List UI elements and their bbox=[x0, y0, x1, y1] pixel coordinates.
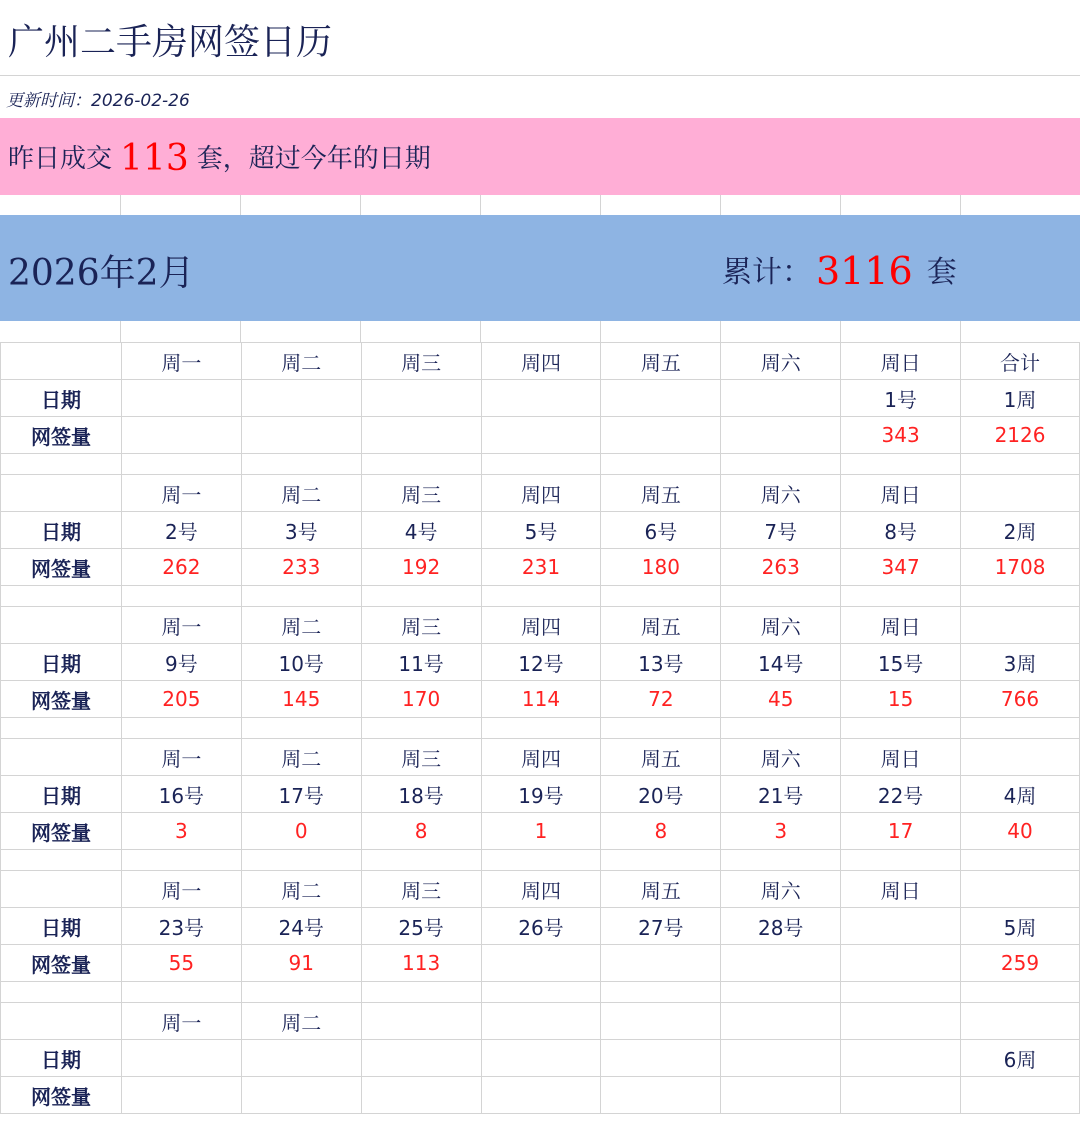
spacer-cell bbox=[721, 586, 841, 607]
sign-count-row bbox=[1, 945, 1080, 982]
sign-count-cell[interactable] bbox=[121, 1077, 241, 1114]
weekday-header: 周四 bbox=[481, 343, 601, 380]
spacer-row bbox=[1, 454, 1080, 475]
sign-row-label: 网签量 bbox=[1, 945, 122, 982]
spacer-cell bbox=[601, 718, 721, 739]
date-row bbox=[1, 512, 1080, 549]
date-cell[interactable] bbox=[481, 1040, 601, 1077]
week-total: 259 bbox=[961, 945, 1080, 982]
weekday-header: 周一 bbox=[121, 343, 241, 380]
sign-count-cell[interactable] bbox=[121, 417, 241, 454]
sign-count-cell[interactable]: 343 bbox=[841, 417, 961, 454]
weekday-header: 周五 bbox=[601, 343, 721, 380]
sign-count-cell[interactable]: 145 bbox=[241, 681, 361, 718]
spacer-cell bbox=[1, 982, 122, 1003]
spacer-cell bbox=[841, 982, 961, 1003]
weekday-header: 周二 bbox=[241, 343, 361, 380]
sign-count-cell[interactable]: 8 bbox=[361, 813, 481, 850]
sign-count-cell[interactable] bbox=[481, 945, 601, 982]
corner-cell bbox=[1, 1003, 122, 1040]
date-row-label: 日期 bbox=[1, 908, 122, 945]
weekday-header: 周六 bbox=[721, 607, 841, 644]
spacer-cell bbox=[121, 850, 241, 871]
weekday-header: 周一 bbox=[121, 1003, 241, 1040]
weekday-header-row bbox=[1, 871, 1080, 908]
weekday-header: 周二 bbox=[241, 607, 361, 644]
date-cell[interactable] bbox=[841, 1040, 961, 1077]
spacer-cell bbox=[481, 454, 601, 475]
date-cell[interactable]: 21号 bbox=[721, 776, 841, 813]
date-cell[interactable] bbox=[361, 380, 481, 417]
sum-header bbox=[961, 739, 1080, 776]
weekday-header: 周二 bbox=[241, 1003, 361, 1040]
spacer-cell bbox=[241, 454, 361, 475]
spacer-cell bbox=[961, 982, 1080, 1003]
week-label: 3周 bbox=[961, 644, 1080, 681]
weekday-header: 周六 bbox=[721, 871, 841, 908]
spacer-cell bbox=[121, 982, 241, 1003]
title-row bbox=[0, 0, 1080, 76]
sign-count-row bbox=[1, 549, 1080, 586]
total-label: 累计： bbox=[722, 255, 812, 290]
spacer-cell bbox=[121, 454, 241, 475]
spacer-cell bbox=[361, 454, 481, 475]
sign-count-row bbox=[1, 813, 1080, 850]
spacer-cell bbox=[121, 718, 241, 739]
weekday-header: 周三 bbox=[361, 475, 481, 512]
spacer-cell bbox=[721, 718, 841, 739]
weekday-header: 周一 bbox=[121, 475, 241, 512]
date-cell[interactable]: 19号 bbox=[481, 776, 601, 813]
date-cell[interactable] bbox=[121, 1040, 241, 1077]
sign-count-cell[interactable]: 0 bbox=[241, 813, 361, 850]
sign-count-cell[interactable]: 91 bbox=[241, 945, 361, 982]
weekday-header: 周二 bbox=[241, 475, 361, 512]
spacer-cell bbox=[241, 718, 361, 739]
sign-count-cell[interactable]: 8 bbox=[601, 813, 721, 850]
spacer-cell bbox=[721, 982, 841, 1003]
date-cell[interactable] bbox=[721, 1040, 841, 1077]
date-cell[interactable] bbox=[241, 380, 361, 417]
weekday-header: 周四 bbox=[481, 871, 601, 908]
sign-count-cell[interactable]: 114 bbox=[481, 681, 601, 718]
spacer-cell bbox=[961, 850, 1080, 871]
weekday-header: 周四 bbox=[481, 475, 601, 512]
date-cell[interactable] bbox=[121, 380, 241, 417]
sign-count-cell[interactable] bbox=[601, 945, 721, 982]
grid-line bbox=[0, 195, 961, 215]
weekday-header: 周日 bbox=[841, 475, 961, 512]
sign-count-cell[interactable]: 1 bbox=[481, 813, 601, 850]
sum-header: 合计 bbox=[961, 343, 1080, 380]
date-row-label: 日期 bbox=[1, 512, 122, 549]
weekday-header: 周日 bbox=[841, 739, 961, 776]
date-cell[interactable]: 17号 bbox=[241, 776, 361, 813]
weekday-header bbox=[841, 1003, 961, 1040]
sum-header bbox=[961, 607, 1080, 644]
date-cell[interactable]: 23号 bbox=[121, 908, 241, 945]
spacer-row bbox=[1, 982, 1080, 1003]
sign-count-cell[interactable]: 262 bbox=[121, 549, 241, 586]
date-cell[interactable]: 10号 bbox=[241, 644, 361, 681]
weekday-header: 周五 bbox=[601, 739, 721, 776]
sign-count-cell[interactable] bbox=[361, 417, 481, 454]
month-banner bbox=[0, 215, 1080, 321]
date-cell[interactable]: 22号 bbox=[841, 776, 961, 813]
corner-cell bbox=[1, 739, 122, 776]
update-time: 更新时间：2026-02-26 bbox=[6, 91, 190, 111]
spacer-cell bbox=[601, 982, 721, 1003]
date-row bbox=[1, 380, 1080, 417]
spacer-cell bbox=[841, 718, 961, 739]
week-total: 766 bbox=[961, 681, 1080, 718]
date-cell[interactable]: 18号 bbox=[361, 776, 481, 813]
weekday-header: 周一 bbox=[121, 739, 241, 776]
sign-count-cell[interactable]: 3 bbox=[121, 813, 241, 850]
date-cell[interactable] bbox=[721, 380, 841, 417]
spacer-cell bbox=[841, 586, 961, 607]
weekday-header: 周五 bbox=[601, 871, 721, 908]
weekday-header: 周五 bbox=[601, 475, 721, 512]
spacer-cell bbox=[361, 718, 481, 739]
weekday-header: 周三 bbox=[361, 739, 481, 776]
date-cell[interactable]: 12号 bbox=[481, 644, 601, 681]
date-cell[interactable]: 3号 bbox=[241, 512, 361, 549]
spacer-cell bbox=[961, 718, 1080, 739]
weekday-header-row bbox=[1, 1003, 1080, 1040]
spacer-row bbox=[0, 195, 1080, 215]
date-cell[interactable]: 13号 bbox=[601, 644, 721, 681]
sign-count-cell[interactable] bbox=[721, 1077, 841, 1114]
date-cell[interactable] bbox=[601, 1040, 721, 1077]
spacer-cell bbox=[1, 454, 122, 475]
week-label: 6周 bbox=[961, 1040, 1080, 1077]
weekday-header-row bbox=[1, 739, 1080, 776]
corner-cell bbox=[1, 871, 122, 908]
spacer-cell bbox=[1, 586, 122, 607]
calendar-table bbox=[0, 342, 1080, 1114]
date-cell[interactable]: 6号 bbox=[601, 512, 721, 549]
sign-count-cell[interactable] bbox=[721, 417, 841, 454]
date-cell[interactable]: 11号 bbox=[361, 644, 481, 681]
week-total: 1708 bbox=[961, 549, 1080, 586]
sign-count-cell[interactable] bbox=[481, 417, 601, 454]
corner-cell bbox=[1, 475, 122, 512]
date-row bbox=[1, 644, 1080, 681]
spacer-cell bbox=[841, 850, 961, 871]
date-row bbox=[1, 1040, 1080, 1077]
sign-count-row bbox=[1, 681, 1080, 718]
date-cell[interactable] bbox=[841, 908, 961, 945]
spacer-cell bbox=[481, 850, 601, 871]
sign-count-cell[interactable] bbox=[481, 1077, 601, 1114]
weekday-header: 周二 bbox=[241, 739, 361, 776]
weekday-header: 周二 bbox=[241, 871, 361, 908]
sign-count-cell[interactable]: 347 bbox=[841, 549, 961, 586]
date-row-label: 日期 bbox=[1, 776, 122, 813]
spacer-cell bbox=[961, 586, 1080, 607]
corner-cell bbox=[1, 607, 122, 644]
sign-count-cell[interactable] bbox=[361, 1077, 481, 1114]
sign-count-cell[interactable]: 72 bbox=[601, 681, 721, 718]
sign-count-cell[interactable]: 205 bbox=[121, 681, 241, 718]
weekday-header: 周六 bbox=[721, 475, 841, 512]
weekday-header: 周一 bbox=[121, 871, 241, 908]
spacer-cell bbox=[841, 454, 961, 475]
weekday-header: 周三 bbox=[361, 343, 481, 380]
weekday-header: 周三 bbox=[361, 871, 481, 908]
weekday-header bbox=[481, 1003, 601, 1040]
cumulative-total bbox=[722, 247, 957, 293]
spacer-cell bbox=[601, 850, 721, 871]
week-label: 5周 bbox=[961, 908, 1080, 945]
sign-count-cell[interactable]: 180 bbox=[601, 549, 721, 586]
yesterday-prefix: 昨日成交 bbox=[8, 144, 113, 174]
date-cell[interactable]: 24号 bbox=[241, 908, 361, 945]
month-title: 2026年2月 bbox=[8, 253, 195, 294]
sign-count-row bbox=[1, 417, 1080, 454]
spacer-cell bbox=[481, 586, 601, 607]
week-label: 4周 bbox=[961, 776, 1080, 813]
yesterday-banner bbox=[0, 118, 1080, 195]
date-row-label: 日期 bbox=[1, 380, 122, 417]
sign-count-cell[interactable] bbox=[841, 945, 961, 982]
spacer-cell bbox=[361, 850, 481, 871]
spacer-cell bbox=[481, 718, 601, 739]
date-cell[interactable]: 28号 bbox=[721, 908, 841, 945]
sign-count-cell[interactable] bbox=[241, 1077, 361, 1114]
date-row-label: 日期 bbox=[1, 644, 122, 681]
sign-count-cell[interactable]: 55 bbox=[121, 945, 241, 982]
spacer-cell bbox=[481, 982, 601, 1003]
weekday-header: 周日 bbox=[841, 607, 961, 644]
weekday-header: 周四 bbox=[481, 739, 601, 776]
date-cell[interactable]: 16号 bbox=[121, 776, 241, 813]
spacer-cell bbox=[721, 850, 841, 871]
date-cell[interactable]: 27号 bbox=[601, 908, 721, 945]
spacer-row bbox=[0, 321, 1080, 342]
spacer-cell bbox=[361, 982, 481, 1003]
date-cell[interactable]: 9号 bbox=[121, 644, 241, 681]
total-unit: 套 bbox=[926, 255, 957, 290]
date-cell[interactable] bbox=[241, 1040, 361, 1077]
weekday-header bbox=[601, 1003, 721, 1040]
week-label: 1周 bbox=[961, 380, 1080, 417]
date-cell[interactable]: 15号 bbox=[841, 644, 961, 681]
date-cell[interactable]: 4号 bbox=[361, 512, 481, 549]
sign-row-label: 网签量 bbox=[1, 813, 122, 850]
week-total: 40 bbox=[961, 813, 1080, 850]
date-cell[interactable] bbox=[361, 1040, 481, 1077]
weekday-header: 周三 bbox=[361, 607, 481, 644]
spacer-row bbox=[1, 850, 1080, 871]
week-total bbox=[961, 1077, 1080, 1114]
sign-count-cell[interactable] bbox=[841, 1077, 961, 1114]
weekday-header: 周四 bbox=[481, 607, 601, 644]
sign-count-cell[interactable] bbox=[601, 417, 721, 454]
weekday-header: 周一 bbox=[121, 607, 241, 644]
sign-count-cell[interactable]: 263 bbox=[721, 549, 841, 586]
spacer-cell bbox=[601, 586, 721, 607]
date-cell[interactable]: 8号 bbox=[841, 512, 961, 549]
date-row bbox=[1, 908, 1080, 945]
sign-count-row bbox=[1, 1077, 1080, 1114]
date-cell[interactable]: 14号 bbox=[721, 644, 841, 681]
sign-count-cell[interactable]: 45 bbox=[721, 681, 841, 718]
sign-count-cell[interactable]: 233 bbox=[241, 549, 361, 586]
spacer-cell bbox=[241, 586, 361, 607]
sign-row-label: 网签量 bbox=[1, 549, 122, 586]
weekday-header-row bbox=[1, 607, 1080, 644]
grid-line bbox=[0, 321, 961, 342]
weekday-header bbox=[361, 1003, 481, 1040]
sum-header bbox=[961, 871, 1080, 908]
sign-count-cell[interactable] bbox=[721, 945, 841, 982]
yesterday-suffix: 套，超过今年的日期 bbox=[196, 144, 431, 174]
date-cell[interactable]: 20号 bbox=[601, 776, 721, 813]
date-cell[interactable]: 25号 bbox=[361, 908, 481, 945]
weekday-header: 周五 bbox=[601, 607, 721, 644]
sign-count-cell[interactable]: 15 bbox=[841, 681, 961, 718]
spacer-row bbox=[1, 718, 1080, 739]
sum-header bbox=[961, 1003, 1080, 1040]
sign-count-cell[interactable]: 3 bbox=[721, 813, 841, 850]
spacer-cell bbox=[241, 850, 361, 871]
weekday-header bbox=[721, 1003, 841, 1040]
spacer-cell bbox=[1, 850, 122, 871]
spacer-cell bbox=[601, 454, 721, 475]
spacer-cell bbox=[361, 586, 481, 607]
date-cell[interactable] bbox=[601, 380, 721, 417]
weekday-header-row bbox=[1, 475, 1080, 512]
sign-count-cell[interactable]: 231 bbox=[481, 549, 601, 586]
weekday-header: 周六 bbox=[721, 343, 841, 380]
date-row bbox=[1, 776, 1080, 813]
total-value: 3116 bbox=[816, 249, 913, 293]
sign-row-label: 网签量 bbox=[1, 681, 122, 718]
sign-count-cell[interactable]: 192 bbox=[361, 549, 481, 586]
spacer-cell bbox=[1, 718, 122, 739]
date-row-label: 日期 bbox=[1, 1040, 122, 1077]
page-title: 广州二手房网签日历 bbox=[8, 22, 333, 63]
date-cell[interactable]: 7号 bbox=[721, 512, 841, 549]
sign-count-cell[interactable] bbox=[241, 417, 361, 454]
spacer-row bbox=[1, 586, 1080, 607]
week-total: 2126 bbox=[961, 417, 1080, 454]
sum-header bbox=[961, 475, 1080, 512]
spacer-cell bbox=[961, 454, 1080, 475]
spacer-cell bbox=[241, 982, 361, 1003]
spacer-cell bbox=[721, 454, 841, 475]
date-cell[interactable]: 1号 bbox=[841, 380, 961, 417]
sign-count-cell[interactable]: 113 bbox=[361, 945, 481, 982]
date-cell[interactable]: 26号 bbox=[481, 908, 601, 945]
date-cell[interactable]: 5号 bbox=[481, 512, 601, 549]
weekday-header: 周日 bbox=[841, 871, 961, 908]
weekday-header: 周六 bbox=[721, 739, 841, 776]
yesterday-count: 113 bbox=[120, 138, 189, 179]
corner-cell bbox=[1, 343, 122, 380]
date-cell[interactable] bbox=[481, 380, 601, 417]
sign-row-label: 网签量 bbox=[1, 1077, 122, 1114]
spacer-cell bbox=[121, 586, 241, 607]
date-cell[interactable]: 2号 bbox=[121, 512, 241, 549]
weekday-header-row bbox=[1, 343, 1080, 380]
sign-row-label: 网签量 bbox=[1, 417, 122, 454]
sign-count-cell[interactable]: 17 bbox=[841, 813, 961, 850]
sign-count-cell[interactable]: 170 bbox=[361, 681, 481, 718]
update-row bbox=[0, 76, 1080, 118]
weekday-header: 周日 bbox=[841, 343, 961, 380]
sign-count-cell[interactable] bbox=[601, 1077, 721, 1114]
yesterday-text bbox=[8, 138, 431, 179]
week-label: 2周 bbox=[961, 512, 1080, 549]
